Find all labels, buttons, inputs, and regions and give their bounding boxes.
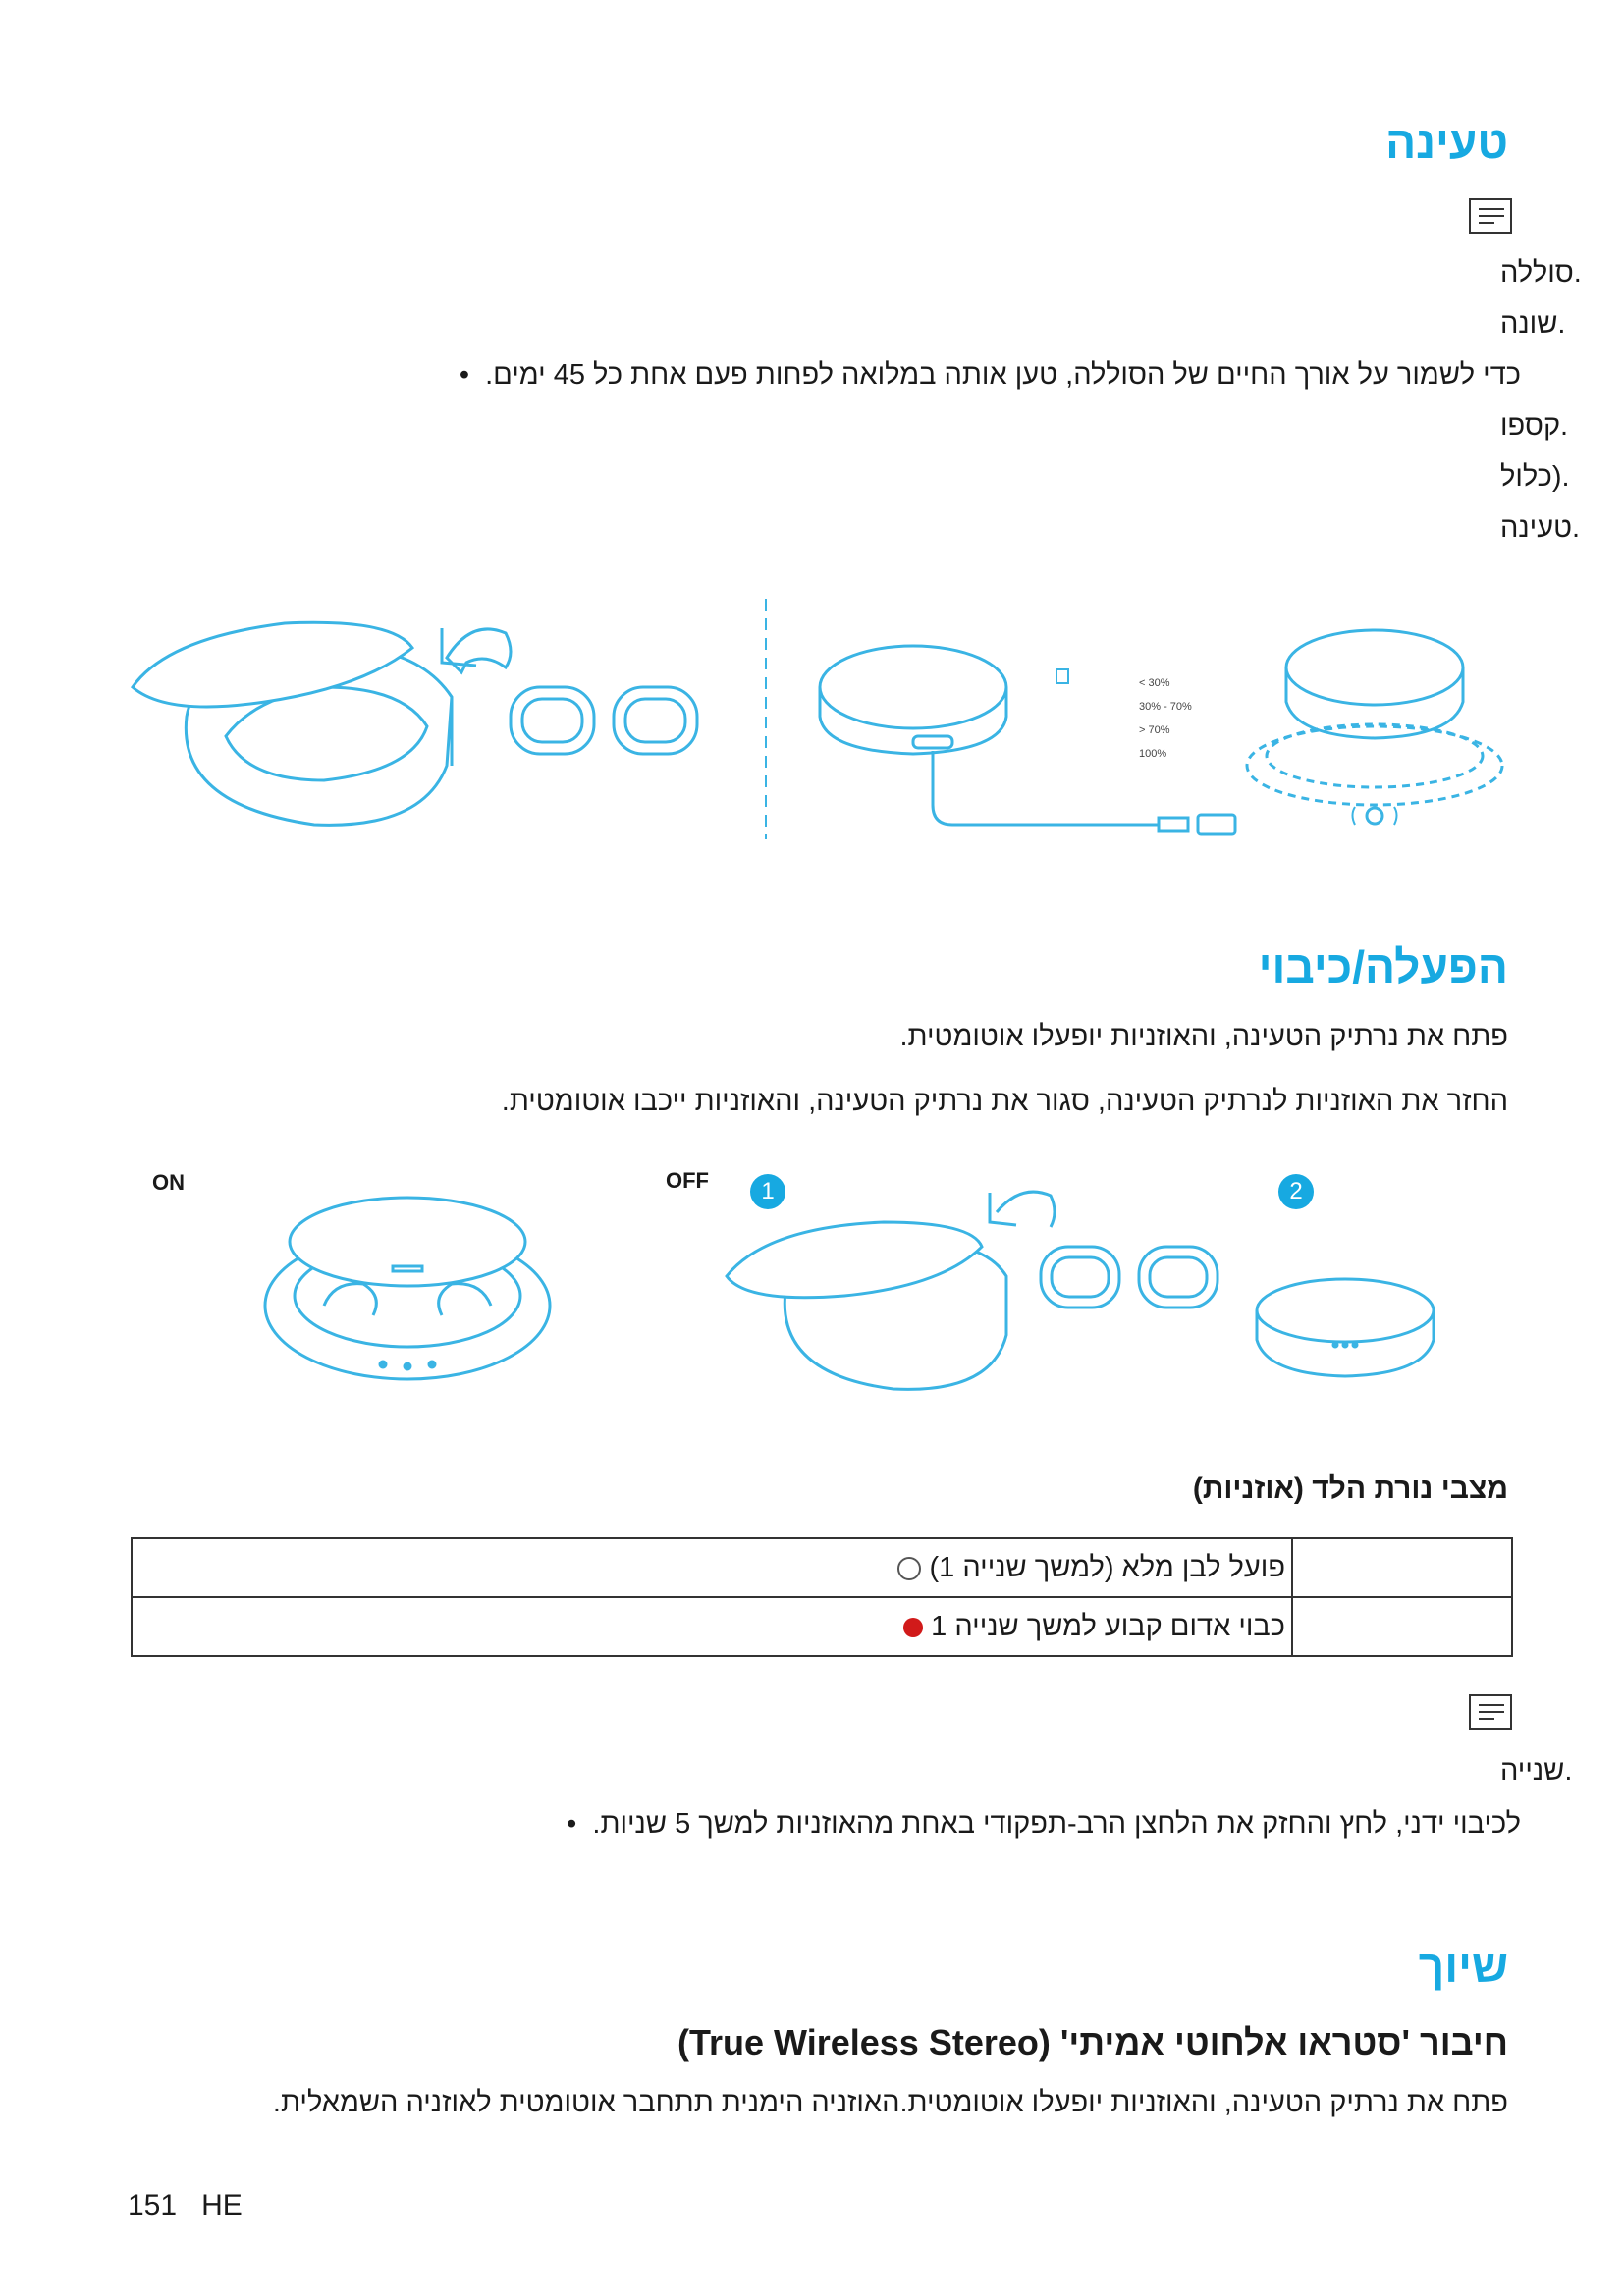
note-bullet-1: .סוללה — [1500, 257, 1582, 289]
case-open-on — [265, 1198, 550, 1379]
battery-care-bullet: כדי לשמור על אורך החיים של הסוללה, טען אותה במלואה לפחות פעם אחת כל 45 ימים. • — [459, 359, 1521, 391]
case-closed — [1257, 1279, 1434, 1376]
page-footer — [128, 2189, 243, 2222]
language-code: HE — [201, 2189, 243, 2221]
note-icon — [1469, 198, 1512, 234]
label-off: OFF — [666, 1168, 709, 1193]
arrow-icon — [990, 1192, 1055, 1227]
pairing-text: פתח את נרתיק הטעינה, והאוזניות יופעלו אוטומטית.האוזניה הימנית תתחבר אוטומטית לאוזניה השמאלית. — [272, 2087, 1508, 2118]
tws-subtitle: חיבור 'סטראו אלחוטי אמיתי' (True Wireless Stereo) — [677, 2022, 1508, 2062]
earbuds-illustration — [1041, 1247, 1218, 1308]
page-number: 151 — [128, 2189, 178, 2221]
power-title: הפעלה/כיבוי — [1258, 941, 1508, 992]
step-1-badge: 1 — [750, 1174, 785, 1209]
wireless-charging-illustration — [1247, 630, 1502, 825]
manual-off-bullet: לכיבוי ידני, לחץ והחזק את הלחצן הרב-תפקודי באחת מהאוזניות למשך 5 שניות. • — [567, 1808, 1521, 1840]
power-illustration — [255, 1168, 1522, 1404]
note-bullet-2: .שונה — [1500, 308, 1566, 340]
step-2-badge: 2 — [1278, 1174, 1314, 1209]
battery-label: < 30% — [1139, 677, 1170, 689]
open-case-illustration — [133, 622, 452, 825]
battery-level-legend — [1139, 671, 1192, 766]
power-on-text: פתח את נרתיק הטעינה, והאוזניות יופעלו אוטומטית. — [899, 1021, 1508, 1052]
label-on: ON — [152, 1170, 185, 1195]
case-open-off — [727, 1222, 1006, 1389]
battery-label: 100% — [1139, 748, 1167, 760]
led-white-icon — [897, 1557, 921, 1580]
note-bullet-4: .(כלול — [1500, 461, 1570, 493]
status-text: כבוי אדום קבוע למשך שנייה 1 — [132, 1597, 1292, 1656]
led-status-title: מצבי נורת הלד (אוזניות) — [1192, 1472, 1508, 1505]
led-status-table — [131, 1537, 1513, 1657]
power-off-text: החזר את האוזניות לנרתיק הטעינה, סגור את נרתיק הטעינה, והאוזניות ייכבו אוטומטית. — [501, 1086, 1508, 1117]
status-cell-empty — [1292, 1538, 1512, 1597]
table-row — [132, 1538, 1512, 1597]
pairing-title: שיוך — [1418, 1941, 1508, 1992]
note-bullet-3: .קספו — [1500, 410, 1569, 442]
status-text: פועל לבן מלא (למשך שנייה 1) — [132, 1538, 1292, 1597]
note-bullet-5: .טעינה — [1500, 512, 1581, 544]
status-cell-empty — [1292, 1597, 1512, 1656]
earbuds-illustration — [511, 687, 697, 754]
battery-led-icons — [1056, 669, 1068, 683]
table-row — [132, 1597, 1512, 1656]
charging-title: טעינה — [1385, 117, 1508, 168]
arrow-icon — [442, 628, 511, 672]
note-bullet-cut: .שנייה — [1500, 1755, 1573, 1787]
charging-illustration — [118, 579, 1532, 854]
battery-label: 30% - 70% — [1139, 701, 1192, 713]
note-icon — [1469, 1694, 1512, 1730]
led-red-icon — [903, 1618, 923, 1637]
battery-label: > 70% — [1139, 724, 1170, 736]
